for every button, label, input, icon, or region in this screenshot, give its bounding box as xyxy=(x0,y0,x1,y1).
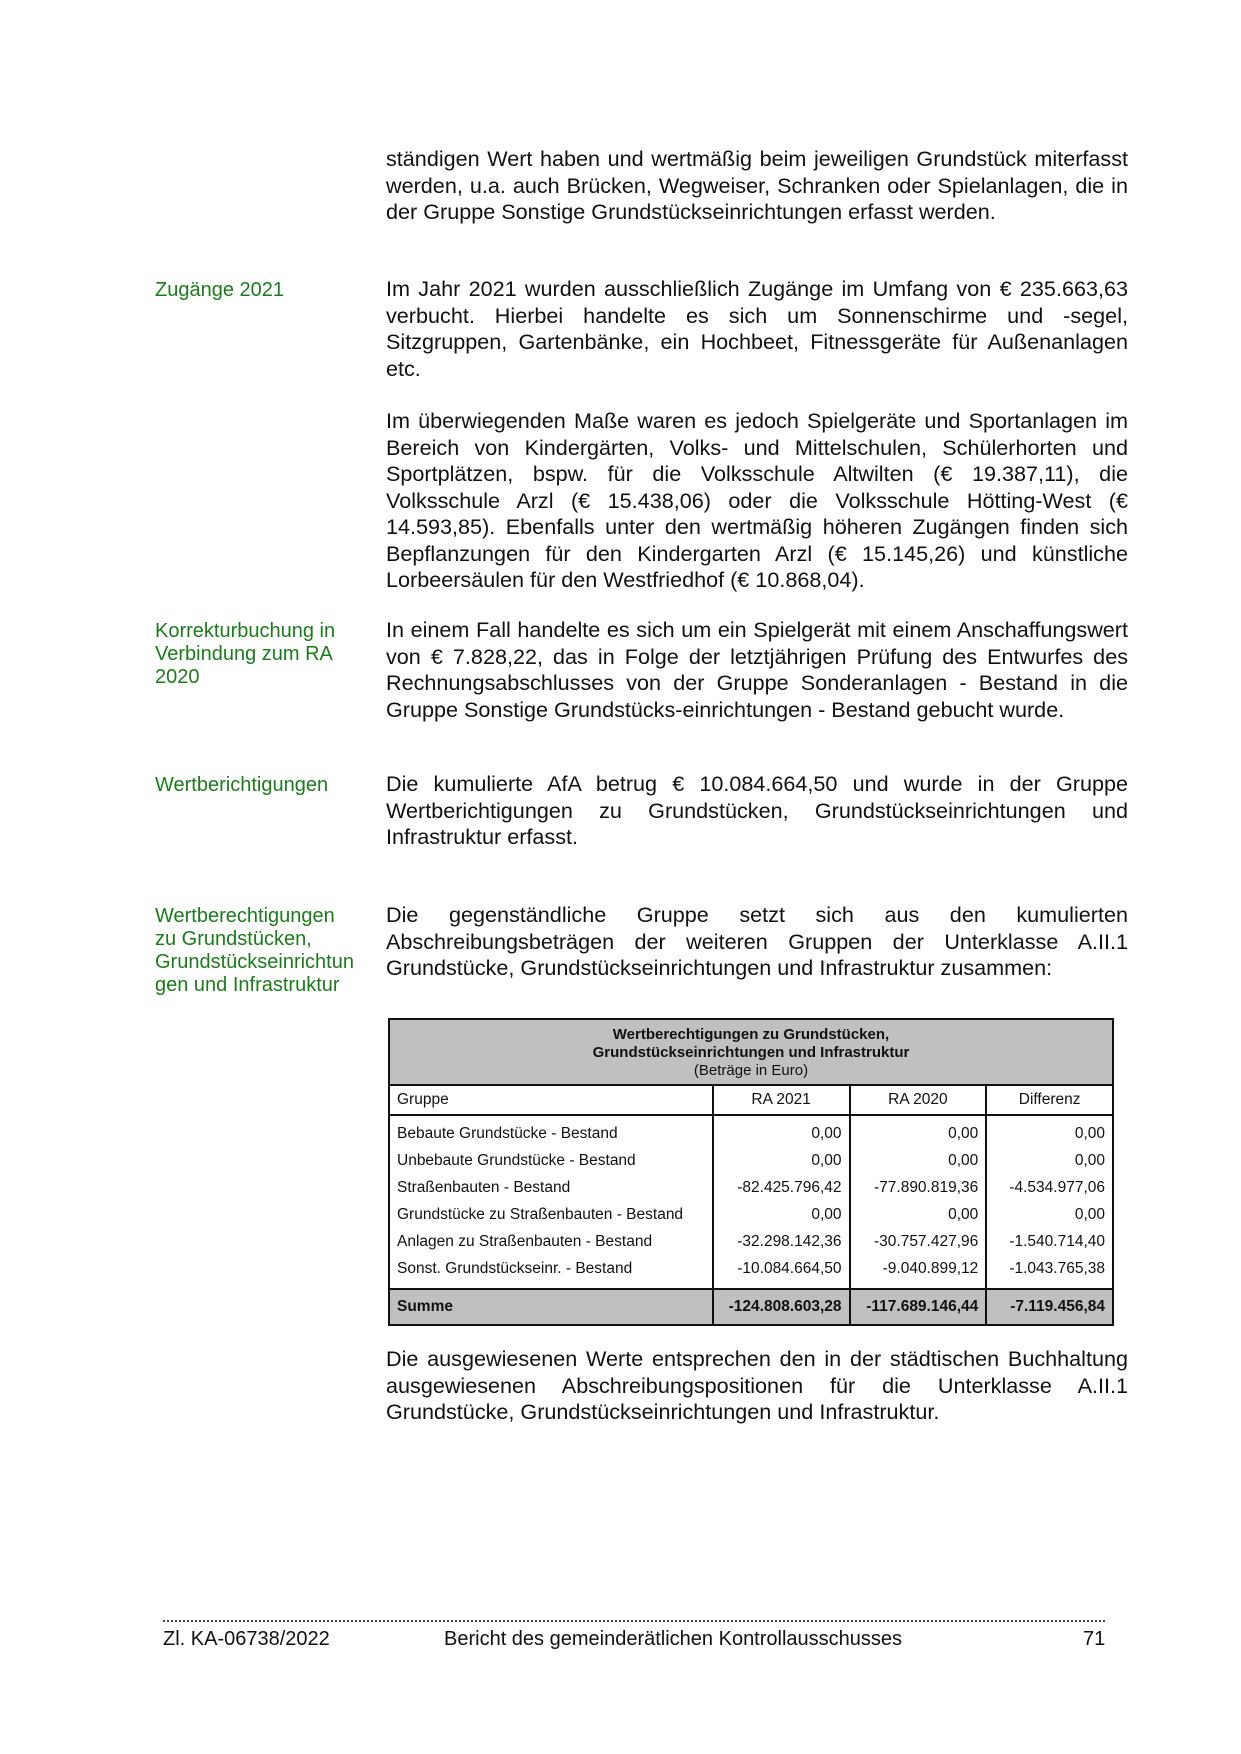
margin-label-zugaenge: Zugänge 2021 xyxy=(155,279,285,301)
cell-gruppe: Grundstücke zu Straßenbauten - Bestand xyxy=(389,1201,713,1228)
paragraph-zugaenge xyxy=(386,276,1128,382)
paragraph: Im überwiegenden Maße waren es jedoch Spielgeräte und Sportanlagen im Bereich von Kindergärten, Volks- und Mittelschulen, Schülerhorten und Sportplätzen, bspw. für die Volksschule Altwilten (€ 19.387,11), die Volksschule Arzl (€ 15.438,06) oder die Volksschule Hötting-West (€ 14.593,85). Ebenfalls unter den wertmäßig höheren Zugängen finden sich Bepflanzungen für den Kindergarten Arzl (€ 15.145,26) und künstliche Lorbeersäulen für den Westfriedhof (€ 10.868,04). xyxy=(386,408,1128,592)
table-header-row xyxy=(389,1085,1113,1115)
cell-differenz: 0,00 xyxy=(986,1201,1113,1228)
footer-reference: Zl. KA-06738/2022 xyxy=(163,1628,330,1650)
cell-differenz: -4.534.977,06 xyxy=(986,1174,1113,1201)
table-row xyxy=(389,1255,1113,1289)
cell-differenz: 0,00 xyxy=(986,1115,1113,1147)
cell-gruppe: Bebaute Grundstücke - Bestand xyxy=(389,1115,713,1147)
sum-label: Summe xyxy=(389,1289,713,1325)
footer-title: Bericht des gemeinderätlichen Kontrollausschusses xyxy=(444,1628,903,1650)
cell-ra2021: 0,00 xyxy=(713,1201,850,1228)
paragraph-continuation xyxy=(386,146,1128,226)
paragraph-korrekturbuchung xyxy=(386,617,1128,723)
table-row xyxy=(389,1147,1113,1174)
paragraph: ständigen Wert haben und wertmäßig beim jeweiligen Grundstück miterfasst werden, u.a. auch Brücken, Wegweiser, Schranken oder Spielanlagen, die in der Gruppe Sonstige Grundstückseinrichtungen erfasst werden. xyxy=(386,146,1128,224)
cell-gruppe: Anlagen zu Straßenbauten - Bestand xyxy=(389,1228,713,1255)
paragraph: Die kumulierte AfA betrug € 10.084.664,50 und wurde in der Gruppe Wertberichtigungen zu Grundstücken, Grundstückseinrichtungen und Infrastruktur erfasst. xyxy=(386,771,1128,849)
footer-page-number: 71 xyxy=(1083,1628,1106,1650)
column-header-gruppe: Gruppe xyxy=(389,1085,713,1115)
cell-ra2020: -30.757.427,96 xyxy=(850,1228,987,1255)
cell-ra2020: -77.890.819,36 xyxy=(850,1174,987,1201)
margin-label-wertberichtigungen: Wertberichtigungen xyxy=(155,774,329,796)
margin-label-korrekturbuchung: Korrekturbuchung in Verbindung zum RA 2020 xyxy=(155,620,336,688)
table-title xyxy=(389,1019,1113,1085)
cell-differenz: -1.540.714,40 xyxy=(986,1228,1113,1255)
cell-differenz: -1.043.765,38 xyxy=(986,1255,1113,1289)
cell-ra2020: 0,00 xyxy=(850,1147,987,1174)
paragraph-wertberechtigungen xyxy=(386,902,1128,982)
wertberechtigungen-table xyxy=(388,1018,1114,1326)
paragraph: In einem Fall handelte es sich um ein Spielgerät mit einem Anschaffungswert von € 7.828,22, das in Folge der letztjährigen Prüfung des Entwurfes des Rechnungsabschlusses von der Gruppe Sonderanlagen - Bestand in die Gruppe Sonstige Grundstücks-einrichtungen - Bestand gebucht wurde. xyxy=(386,617,1128,722)
cell-ra2021: -10.084.664,50 xyxy=(713,1255,850,1289)
table-subtitle: (Beträge in Euro) xyxy=(693,1062,809,1079)
margin-label-wertberechtigungen: Wertberechtigungen zu Grundstücken, Grundstückseinrichtun gen und Infrastruktur xyxy=(155,905,354,996)
cell-gruppe: Straßenbauten - Bestand xyxy=(389,1174,713,1201)
table-row xyxy=(389,1174,1113,1201)
table-sum-row xyxy=(389,1289,1113,1325)
cell-ra2021: 0,00 xyxy=(713,1147,850,1174)
paragraph: Die ausgewiesenen Werte entsprechen den in der städtischen Buchhaltung ausgewiesenen Abschreibungspositionen für die Unterklasse A.II.1 Grundstücke, Grundstückseinrichtungen und Infrastruktur. xyxy=(386,1346,1128,1424)
sum-differenz: -7.119.456,84 xyxy=(986,1289,1113,1325)
cell-gruppe: Unbebaute Grundstücke - Bestand xyxy=(389,1147,713,1174)
cell-ra2021: -32.298.142,36 xyxy=(713,1228,850,1255)
table-title-line1: Wertberechtigungen zu Grundstücken, xyxy=(612,1026,890,1043)
cell-ra2020: 0,00 xyxy=(850,1201,987,1228)
column-header-differenz: Differenz xyxy=(986,1085,1113,1115)
cell-ra2020: 0,00 xyxy=(850,1115,987,1147)
cell-differenz: 0,00 xyxy=(986,1147,1113,1174)
paragraph: Die gegenständliche Gruppe setzt sich aus den kumulierten Abschreibungsbeträgen der weiteren Gruppen der Unterklasse A.II.1 Grundstücke, Grundstückseinrichtungen und Infrastruktur zusammen: xyxy=(386,902,1128,980)
cell-ra2021: 0,00 xyxy=(713,1115,850,1147)
cell-gruppe: Sonst. Grundstückseinr. - Bestand xyxy=(389,1255,713,1289)
table-title-line2: Grundstückseinrichtungen und Infrastruktur xyxy=(592,1044,910,1061)
sum-ra2021: -124.808.603,28 xyxy=(713,1289,850,1325)
column-header-ra2021: RA 2021 xyxy=(713,1085,850,1115)
cell-ra2021: -82.425.796,42 xyxy=(713,1174,850,1201)
column-header-ra2020: RA 2020 xyxy=(850,1085,987,1115)
table-row xyxy=(389,1228,1113,1255)
paragraph-spielgeraete xyxy=(386,408,1128,594)
footer-divider xyxy=(163,1620,1105,1622)
paragraph-wertberichtigungen xyxy=(386,771,1128,851)
paragraph: Im Jahr 2021 wurden ausschließlich Zugänge im Umfang von € 235.663,63 verbucht. Hierbei handelte es sich um Sonnenschirme und -segel, Sitzgruppen, Gartenbänke, ein Hochbeet, Fitnessgeräte für Außenanlagen etc. xyxy=(386,276,1128,381)
table-row xyxy=(389,1115,1113,1147)
table-row xyxy=(389,1201,1113,1228)
cell-ra2020: -9.040.899,12 xyxy=(850,1255,987,1289)
paragraph-closing xyxy=(386,1346,1128,1426)
sum-ra2020: -117.689.146,44 xyxy=(850,1289,987,1325)
